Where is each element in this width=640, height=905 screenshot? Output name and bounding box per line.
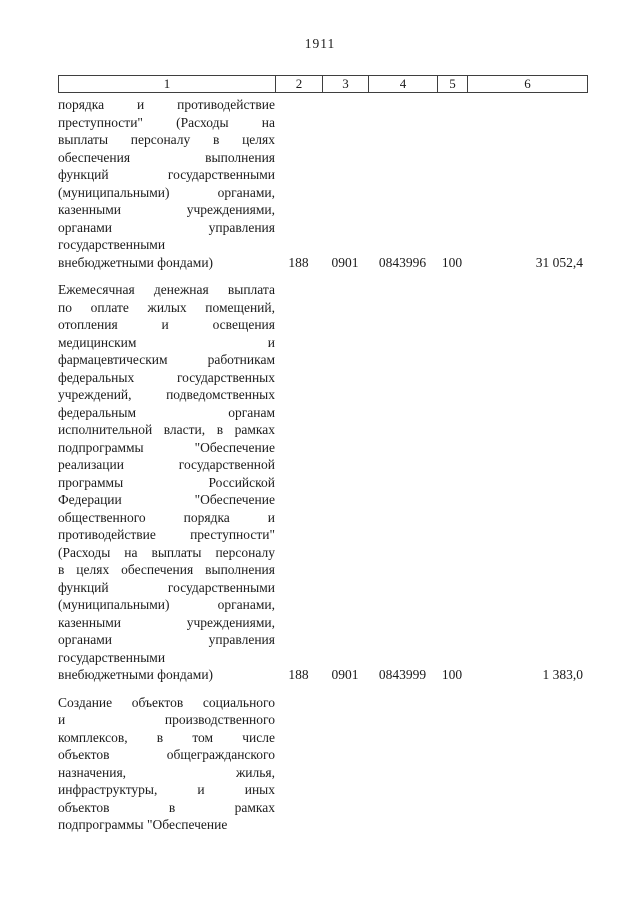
text-line: подпрограммы "Обеспечение [58,817,228,832]
text-line: (муниципальными) органами, [58,597,275,612]
text-line: в целях обеспечения выполнения [58,562,275,577]
table-header-col1: 1 [59,76,276,92]
text-line: органами управления [58,219,275,235]
text-line: общественного порядка и [58,509,275,525]
text-line: подпрограммы "Обеспечение [58,439,275,455]
table-header-col6: 6 [524,76,531,91]
value-c4: 0843996 [378,254,427,270]
value-c3: 0901 [331,667,359,682]
table-body [58,96,588,844]
text-line: по оплате жилых помещений, [58,299,275,315]
value-c2: 188 [288,667,309,682]
value-c6: 1 383,0 [542,667,583,682]
table-header-col3: 3 [323,76,369,92]
line-item-text [58,281,275,684]
text-line: отопления и освещения [58,317,275,332]
text-line: учреждений, подведомственных [58,387,275,402]
value-c5: 100 [441,667,463,682]
value-c3: 0901 [331,254,359,270]
text-line: казенными учреждениями, [58,202,275,217]
text-line: федеральным органам [58,404,275,420]
value-c4: 0843999 [378,667,427,682]
text-line: инфраструктуры, и иных [58,782,275,797]
text-line: исполнительной власти, в рамках [58,422,275,437]
value-c5: 100 [441,254,463,270]
text-line: назначения, жилья, [58,764,275,780]
text-line: Ежемесячная денежная выплата [58,282,275,297]
text-line: внебюджетными фондами) [58,254,214,270]
line-item-text [58,694,275,834]
value-c6: 31 052,4 [535,254,583,270]
text-line: медицинским и [58,334,275,350]
text-line: объектов в рамках [58,799,275,815]
table-row [58,694,588,834]
table-header-row [58,75,588,93]
text-line: порядка и противодействие [58,97,275,112]
text-line: Создание объектов социального [58,694,275,710]
text-line: программы Российской [58,474,275,490]
text-line: преступности" (Расходы на [58,114,275,130]
line-item-text [58,96,275,271]
text-line: Федерации "Обеспечение [58,492,275,507]
table-header-col2: 2 [276,76,323,92]
text-line: органами управления [58,632,275,647]
text-line: объектов общегражданского [58,747,275,762]
text-line: фармацевтическим работникам [58,352,275,367]
text-line: обеспечения выполнения [58,149,275,165]
text-line: реализации государственной [58,457,275,472]
table-header-col5: 5 [438,76,468,92]
table-row [58,96,588,271]
text-line: и производственного [58,712,275,727]
text-line: (Расходы на выплаты персоналу [58,544,275,560]
table-row [58,281,588,684]
text-line: казенными учреждениями, [58,614,275,630]
value-c2: 188 [288,254,309,270]
text-line: противодействие преступности" [58,527,275,542]
text-line: внебюджетными фондами) [58,667,214,682]
text-line: функций государственными [58,167,275,182]
text-line: выплаты персоналу в целях [58,132,275,147]
text-line: функций государственными [58,579,275,595]
text-line: государственными [58,237,166,252]
text-line: государственными [58,649,166,665]
page-number: 1911 [304,36,336,51]
text-line: (муниципальными) органами, [58,184,275,200]
text-line: федеральных государственных [58,369,275,385]
table-header-col4: 4 [369,76,438,92]
text-line: комплексов, в том числе [58,729,275,745]
